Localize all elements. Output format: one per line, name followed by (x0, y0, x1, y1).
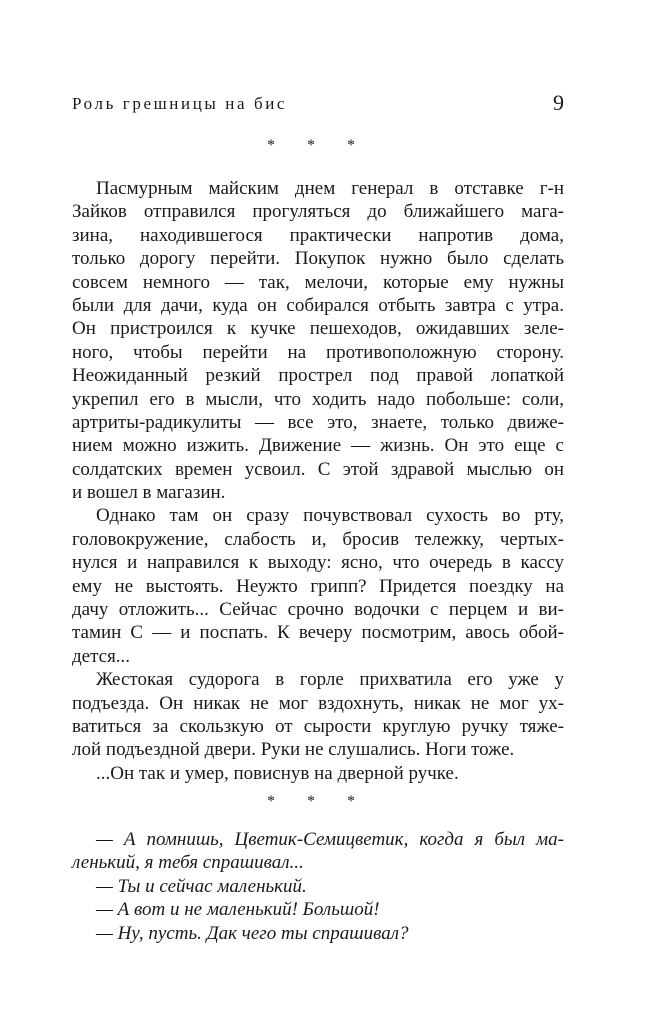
text-line: и вошел в магазин. (72, 482, 226, 504)
text-line: нием можно изжить. Движение — жизнь. Он это еще с (72, 435, 564, 457)
section-separator: * * * (267, 793, 369, 810)
text-line: Однако там он сразу почувствовал сухость во рту, (96, 505, 564, 527)
dialog-text (72, 828, 564, 945)
text-line: Жестокая судорога в горле прихватила его уже у (96, 669, 564, 691)
section-separator: * * * (267, 137, 369, 154)
story-text (72, 177, 564, 785)
text-line: нулся и направился к выходу: ясно, что очередь в кассу (72, 552, 564, 574)
text-line: подъезда. Он никак не мог вздохнуть, никак не мог ух- (72, 692, 564, 714)
text-line: Неожиданный резкий прострел под правой лопаткой (72, 365, 564, 387)
dialog-line: — А помнишь, Цветик-Семицветик, когда я был ма- (96, 829, 564, 850)
text-line: дется... (72, 645, 131, 667)
running-header (72, 90, 564, 118)
text-line: только дорогу перейти. Покупок нужно было сделать (72, 248, 564, 270)
text-line: лой подъездной двери. Руки не слушались. Ноги тоже. (72, 739, 515, 761)
text-line: тамин С — и поспать. К вечеру посмотрим, авось обой- (72, 622, 564, 644)
text-line: ватиться за скользкую от сырости круглую ручку тяже- (72, 715, 564, 737)
page-number: 9 (553, 90, 564, 115)
text-line: зина, находившегося практически напротив дома, (72, 224, 564, 246)
dialog-line: — Ты и сейчас маленький. (96, 875, 307, 897)
text-line: Зайков отправился прогуляться до ближайшего мага- (72, 201, 564, 223)
text-line: ного, чтобы перейти на противоположную сторону. (72, 341, 564, 363)
text-line: ...Он так и умер, повиснув на дверной ручке. (96, 762, 459, 784)
text-line: укрепил его в мысли, что ходить надо побольше: соли, (72, 388, 564, 410)
text-line: артриты-радикулиты — все это, знаете, только движе- (72, 411, 564, 433)
text-line: дачу отложить... Сейчас срочно водочки с перцем и ви- (72, 599, 564, 621)
dialog-line: ленький, я тебя спрашивал... (72, 852, 304, 874)
running-title: Роль грешницы на бис (72, 94, 288, 113)
text-line: Он пристроился к кучке пешеходов, ожидавших зеле- (72, 318, 564, 340)
text-line: солдатских времен усвоил. С этой здравой мыслью он (72, 458, 564, 480)
text-line: ему не выстоять. Неужто грипп? Придется поездку на (72, 575, 564, 597)
text-line: были для дачи, куда он собирался отбыть завтра с утра. (72, 294, 564, 316)
dialog-line: — А вот и не маленький! Большой! (96, 899, 380, 921)
dialog-line: — Ну, пусть. Дак чего ты спрашивал? (96, 922, 409, 944)
text-line: головокружение, слабость и, бросив тележку, чертых- (72, 528, 564, 550)
text-line: Пасмурным майским днем генерал в отставке г-н (96, 178, 564, 199)
text-line: совсем немного — так, мелочи, которые ему нужны (72, 271, 564, 293)
